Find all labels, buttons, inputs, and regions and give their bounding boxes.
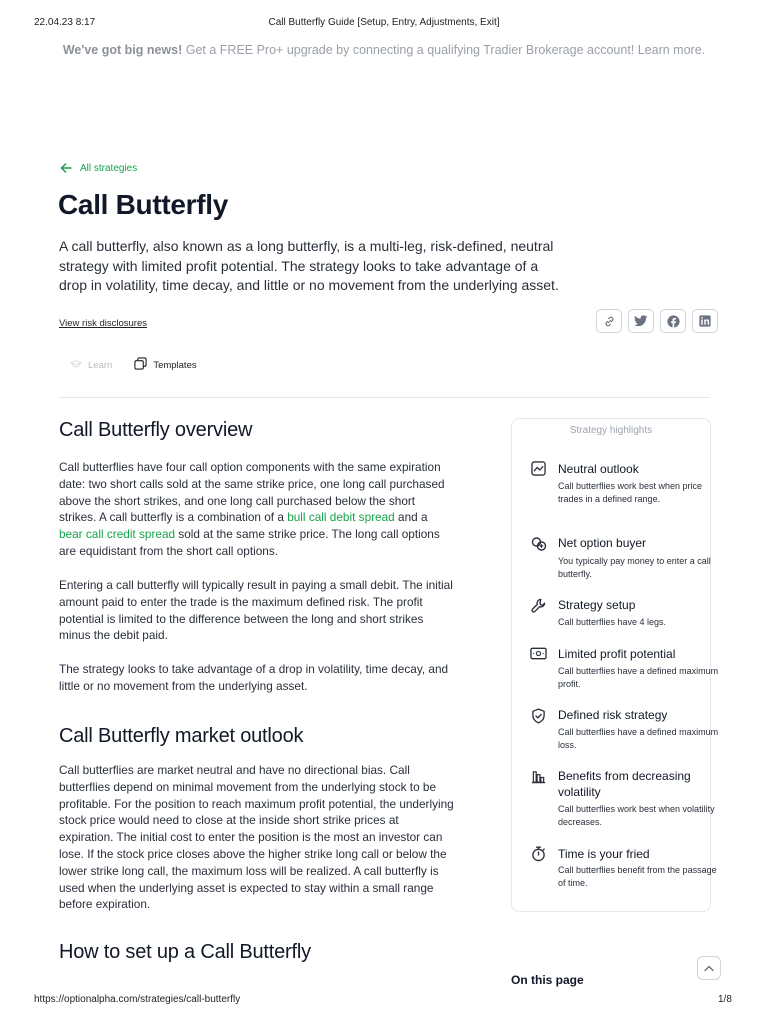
market-outlook-heading: Call Butterfly market outlook (59, 725, 304, 747)
print-page-number: 1/8 (718, 994, 732, 1005)
setup-heading: How to set up a Call Butterfly (59, 941, 311, 963)
bull-call-debit-spread-link[interactable]: bull call debit spread (287, 510, 395, 525)
chart-icon (531, 461, 546, 481)
overview-p1-text-b: and a (394, 510, 428, 525)
highlight-desc-time-friend: Call butterflies benefit from the passage of time. (558, 865, 717, 889)
print-doc-title: Call Butterfly Guide [Setup, Entry, Adjustments, Exit] (268, 17, 500, 28)
overview-paragraph-1 (59, 459, 454, 560)
promo-banner-text: Get a FREE Pro+ upgrade by connecting a qualifying Tradier Brokerage account! Learn more. (182, 43, 706, 57)
bars-icon (531, 770, 546, 789)
strategy-highlights-card (511, 418, 719, 912)
linkedin-icon[interactable] (692, 309, 718, 333)
on-this-page-heading: On this page (511, 973, 584, 987)
highlight-title-time-friend: Time is your fried (558, 847, 650, 861)
tab-learn[interactable] (70, 357, 112, 373)
highlight-title-defined-risk: Defined risk strategy (558, 708, 668, 722)
highlight-desc-net-option-buyer: You typically pay money to enter a call butterfly. (558, 556, 711, 580)
strategy-tabs (70, 357, 197, 373)
facebook-icon[interactable] (660, 309, 686, 333)
tab-templates[interactable] (134, 357, 196, 373)
tabs-divider (59, 397, 710, 398)
highlight-title-limited-profit: Limited profit potential (558, 647, 676, 661)
buyer-icon (531, 536, 547, 557)
all-strategies-link[interactable] (60, 162, 137, 175)
arrow-left-icon (60, 162, 72, 175)
highlight-desc-limited-profit: Call butterflies have a defined maximum profit. (558, 666, 719, 690)
all-strategies-label: All strategies (80, 163, 138, 174)
money-icon (530, 647, 547, 665)
share-buttons (596, 309, 718, 333)
scroll-to-top-button[interactable] (697, 956, 721, 980)
tab-learn-label: Learn (88, 359, 113, 371)
promo-banner-bold: We've got big news! (62, 43, 183, 57)
promo-banner[interactable] (0, 43, 768, 57)
link-icon[interactable] (596, 309, 622, 333)
overview-paragraph-3: The strategy looks to take advantage of a drop in volatility, time decay, and little or no movement from the underlying asset. (59, 662, 449, 693)
strategy-highlights-title: Strategy highlights (569, 425, 653, 436)
print-url: https://optionalpha.com/strategies/call-butterfly (34, 994, 241, 1005)
intro-paragraph: A call butterfly, also known as a long butterfly, is a multi-leg, risk-defined, neutral strategy with limited profit potential. The strategy looks to take advantage of a drop in volatility, time decay, and little or no movement from the underlying asset. (59, 238, 559, 293)
risk-disclosures-link[interactable]: View risk disclosures (59, 318, 147, 329)
chevron-up-icon (704, 959, 714, 977)
highlight-title-decreasing-volatility: Benefits from decreasing volatility (558, 769, 691, 799)
print-datetime: 22.04.23 8:17 (34, 17, 96, 28)
highlight-desc-neutral-outlook: Call butterflies work best when price trades in a defined range. (558, 481, 703, 505)
highlight-title-net-option-buyer: Net option buyer (558, 536, 647, 550)
highlight-title-neutral-outlook: Neutral outlook (558, 462, 639, 476)
overview-p1-text-a: Call butterflies have four call option components with the same expiration date: two short calls sold at the same strike price, one long call purchased above the short strikes, and one long call purchased below the short strikes. A call butterfly is a combination of a (59, 460, 445, 525)
overview-paragraph-2: Entering a call butterfly will typically result in paying a small debit. The initial amount paid to enter the trade is the maximum defined risk. The profit potential is limited to the difference between the long and short strikes minus the debit paid. (59, 578, 453, 643)
bear-call-credit-spread-link[interactable]: bear call credit spread (59, 527, 176, 542)
overview-p1-text-c: sold at the same strike price. The long call options are equidistant from the short call options. (59, 527, 440, 558)
templates-icon (134, 357, 147, 373)
highlight-title-strategy-setup: Strategy setup (558, 598, 636, 612)
shield-icon (531, 708, 546, 729)
highlight-desc-decreasing-volatility: Call butterflies work best when volatility decreases. (558, 804, 715, 828)
page-title: Call Butterfly (58, 189, 229, 220)
market-outlook-paragraph: Call butterflies are market neutral and have no directional bias. Call butterflies depend on minimal movement from the underlying stock to be profitable. For the position to reach maximum profit potential, the underlying stock price would need to close at the inside short strike prices at expiration. The initial cost to enter the position is the most an investor can lose. If the stock price closes above the higher strike long call or below the lower strike long call, the maximum loss will be realized. A call butterfly is used when the underlying asset is expected to stay within a small range before expiration. (59, 763, 454, 912)
twitter-icon[interactable] (628, 309, 654, 333)
overview-heading: Call Butterfly overview (59, 419, 253, 441)
highlight-desc-strategy-setup: Call butterflies have 4 legs. (558, 617, 667, 627)
stopwatch-icon (531, 846, 546, 867)
learn-icon (70, 359, 82, 372)
highlight-desc-defined-risk: Call butterflies have a defined maximum loss. (558, 727, 719, 751)
wrench-icon (531, 598, 546, 618)
tab-templates-label: Templates (153, 359, 197, 371)
